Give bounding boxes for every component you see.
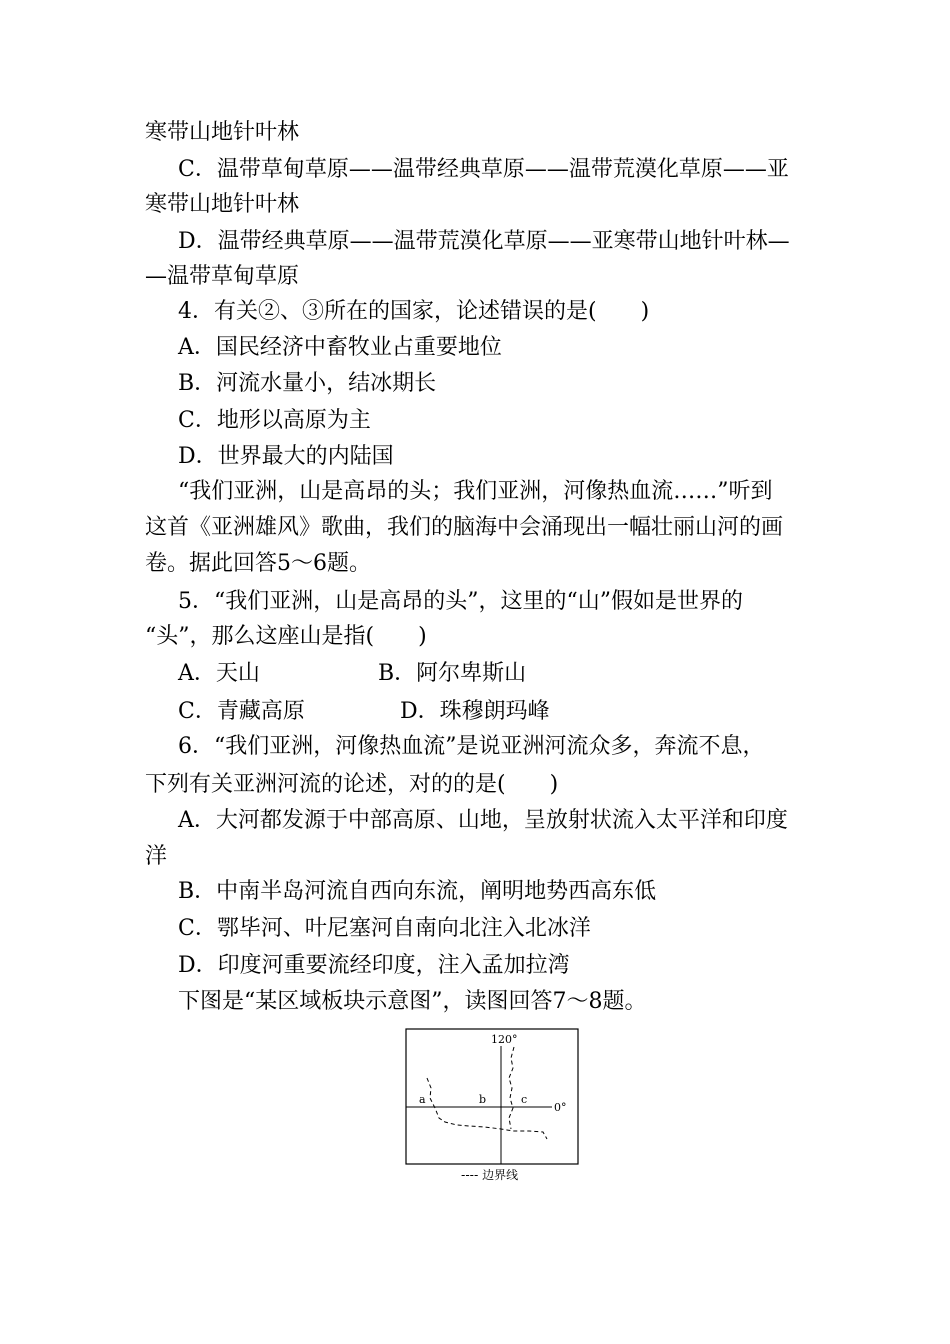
option-line: C．地形以高原为主	[178, 408, 371, 433]
boundary-line-left	[427, 1078, 547, 1139]
option-5d: D．珠穆朗玛峰	[400, 699, 550, 724]
question-6-cont: 下列有关亚洲河流的论述，对的的是( )	[145, 772, 559, 797]
text-line: C．温带草甸草原——温带经典草原——温带荒漠化草原——亚	[178, 157, 789, 182]
option-5b: B．阿尔卑斯山	[378, 661, 527, 686]
option-line: B．河流水量小，结冰期长	[178, 371, 437, 396]
question-5: 5．“我们亚洲，山是高昂的头”，这里的“山”假如是世界的	[178, 589, 743, 614]
option-line: A．国民经济中畜牧业占重要地位	[178, 335, 502, 360]
plate-boundary-map	[405, 1028, 580, 1168]
option-line: C．鄂毕河、叶尼塞河自南向北注入北冰洋	[178, 916, 591, 941]
option-5c: C．青藏高原	[178, 699, 305, 724]
question-4: 4．有关②、③所在的国家，论述错误的是( )	[178, 299, 650, 324]
passage-line: “我们亚洲，山是高昂的头；我们亚洲，河像热血流……”听到	[178, 479, 773, 504]
option-line: D．印度河重要流经印度，注入孟加拉湾	[178, 953, 570, 978]
passage-line: 这首《亚洲雄风》歌曲，我们的脑海中会涌现出一幅壮丽山河的画	[145, 515, 784, 540]
option-5a: A．天山	[178, 661, 260, 686]
map-frame	[406, 1029, 578, 1164]
option-line: B．中南半岛河流自西向东流，阐明地势西高东低	[178, 879, 657, 904]
boundary-line-right	[509, 1047, 514, 1129]
point-c-label: c	[521, 1093, 528, 1106]
text-line: —温带草甸草原	[145, 264, 300, 289]
lon-label: 120°	[491, 1033, 518, 1046]
option-line: A．大河都发源于中部高原、山地，呈放射状流入太平洋和印度	[178, 808, 788, 833]
passage-line: 卷。据此回答5～6题。	[145, 551, 371, 576]
figure-intro: 下图是“某区域板块示意图”，读图回答7～8题。	[178, 989, 647, 1014]
lat-label: 0°	[554, 1101, 567, 1114]
option-line: 洋	[145, 844, 168, 869]
figure-legend: ---- 边界线	[461, 1168, 519, 1182]
text-line: 寒带山地针叶林	[145, 120, 300, 145]
question-6: 6．“我们亚洲，河像热血流”是说亚洲河流众多，奔流不息，	[178, 734, 765, 759]
point-a-label: a	[419, 1093, 426, 1106]
question-5-cont: “头”，那么这座山是指( )	[145, 624, 427, 649]
option-line: D．世界最大的内陆国	[178, 444, 394, 469]
text-line: 寒带山地针叶林	[145, 192, 300, 217]
text-line: D．温带经典草原——温带荒漠化草原——亚寒带山地针叶林—	[178, 229, 790, 254]
point-b-label: b	[479, 1093, 487, 1106]
